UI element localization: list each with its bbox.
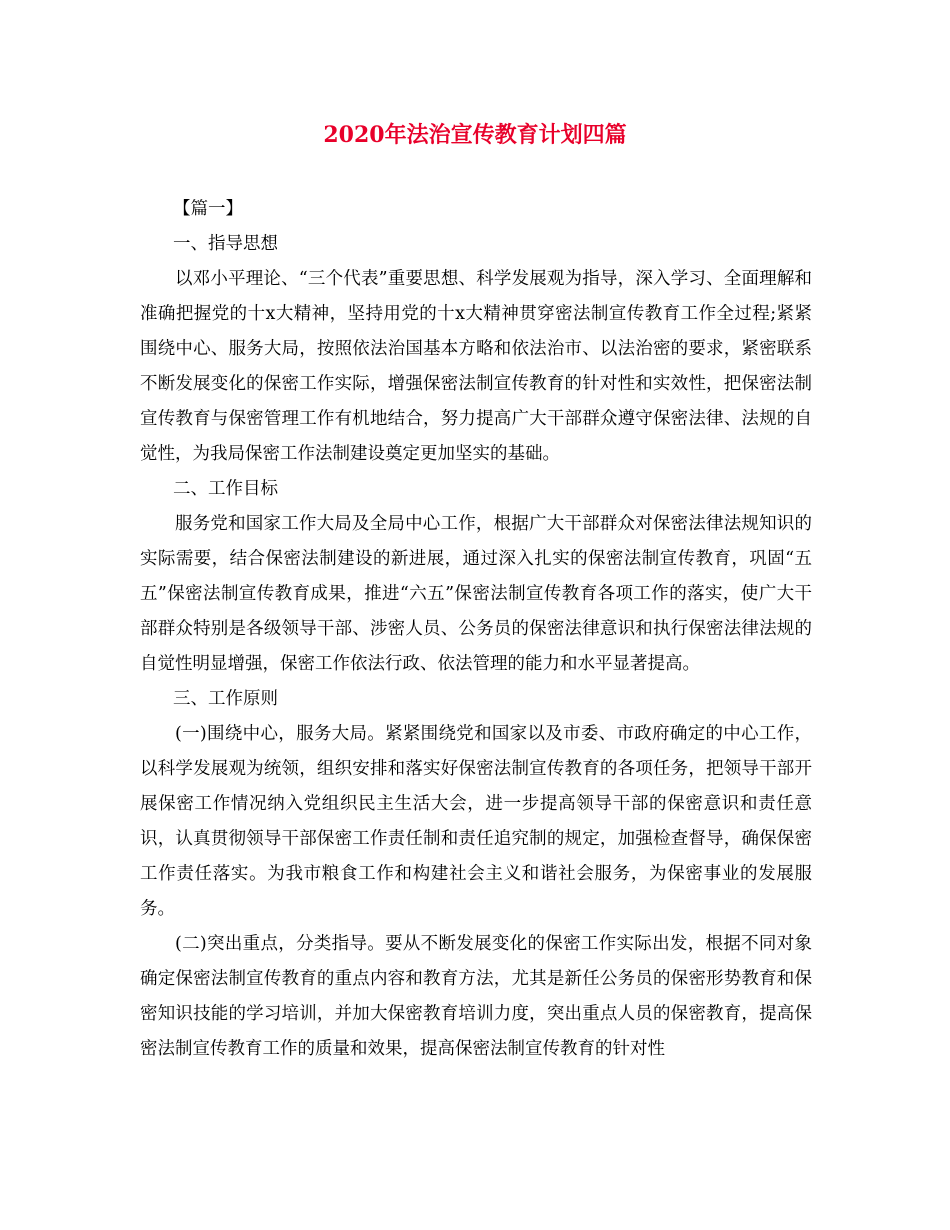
document-body xyxy=(140,192,812,1067)
paragraph-principle-two: (二)突出重点，分类指导。要从不断发展变化的保密工作实际出发，根据不同对象确定保密法制宣传教育的重点内容和教育方法，尤其是新任公务员的保密形势教育和保密知识技能的学习培训，并加大保密教育培训力度，突出重点人员的保密教育，提高保密法制宣传教育工作的质量和效果，提高保密法制宣传教育的针对性 xyxy=(140,934,812,1059)
paragraph-guiding-ideology: 以邓小平理论、“三个代表”重要思想、科学发展观为指导，深入学习、全面理解和准确把握党的十x大精神，坚持用党的十x大精神贯穿密法制宣传教育工作全过程;紧紧围绕中心、服务大局，按照依法治国基本方略和依法治市、以法治密的要求，紧密联系不断发展变化的保密工作实际，增强保密法制宣传教育的针对性和实效性，把保密法制宣传教育与保密管理工作有机地结合，努力提高广大干部群众遵守保密法律、法规的自觉性，为我局保密工作法制建设奠定更加坚实的基础。 xyxy=(140,269,812,464)
paragraph-principle-one: (一)围绕中心，服务大局。紧紧围绕党和国家以及市委、市政府确定的中心工作，以科学发展观为统领，组织安排和落实好保密法制宣传教育的各项任务，把领导干部开展保密工作情况纳入党组织民主生活大会，进一步提高领导干部的保密意识和责任意识，认真贯彻领导干部保密工作责任制和责任追究制的规定，加强检查督导，确保保密工作责任落实。为我市粮食工作和构建社会主义和谐社会服务，为保密事业的发展服务。 xyxy=(140,724,812,919)
section-label: 【篇一】 xyxy=(173,199,243,219)
heading-work-goals: 二、工作目标 xyxy=(173,479,278,499)
document-title: 2020年法治宣传教育计划四篇 xyxy=(323,122,627,148)
heading-guiding-ideology: 一、指导思想 xyxy=(173,234,278,254)
paragraph-work-goals: 服务党和国家工作大局及全局中心工作，根据广大干部群众对保密法律法规知识的实际需要，结合保密法制建设的新进展，通过深入扎实的保密法制宣传教育，巩固“五五”保密法制宣传教育成果，推进“六五”保密法制宣传教育各项工作的落实，使广大干部群众特别是各级领导干部、涉密人员、公务员的保密法律意识和执行保密法律法规的自觉性明显增强，保密工作依法行政、依法管理的能力和水平显著提高。 xyxy=(140,514,812,674)
heading-work-principles: 三、工作原则 xyxy=(173,689,278,709)
